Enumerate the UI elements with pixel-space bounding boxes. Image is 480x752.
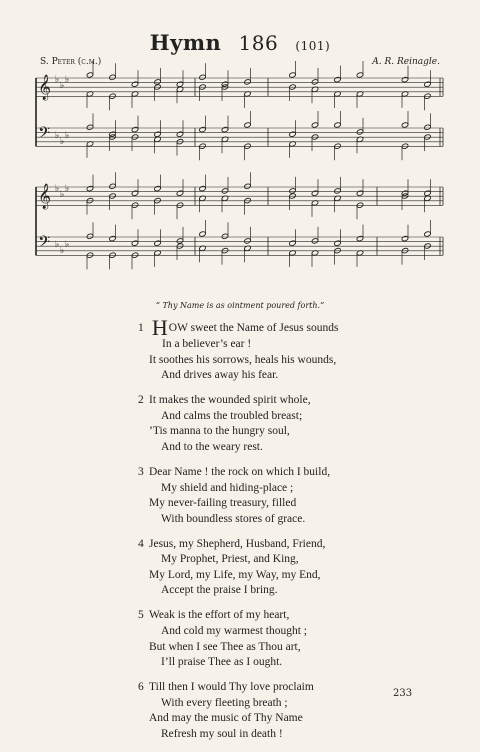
note-head (199, 74, 207, 80)
flat-icon: ♭ (65, 184, 70, 194)
flat-icon: ♭ (60, 137, 65, 147)
note-head (221, 126, 229, 132)
verse-line: My shield and hiding-place ; (161, 481, 294, 494)
hymn-alt-number: (101) (295, 39, 331, 53)
verse-number: 1 (138, 322, 144, 334)
note-head (401, 76, 409, 82)
note-head (86, 124, 94, 130)
note-head (356, 235, 364, 241)
bass-clef-icon: 𝄢 (38, 124, 51, 146)
note-head (109, 74, 117, 80)
verse-line: And drives away his fear. (161, 369, 279, 382)
verse-line: My Prophet, Priest, and King, (161, 553, 299, 566)
verse-line: And to the weary rest. (161, 440, 263, 453)
verse-line: With every fleeting breath ; (161, 696, 288, 709)
note-head (244, 183, 252, 189)
hymn-number: 186 (238, 31, 279, 55)
note-head (289, 188, 297, 194)
treble-staff-2 (36, 187, 443, 205)
epigraph: “ Thy Name is as ointment poured forth.” (155, 301, 325, 310)
note-head (199, 126, 207, 132)
note-head (131, 240, 139, 246)
note-head (131, 81, 139, 87)
drop-cap: H (151, 315, 168, 340)
verse-line: My Lord, my Life, my Way, my End, (149, 568, 321, 581)
note-head (424, 190, 432, 196)
note-head (86, 233, 94, 239)
note-head (401, 235, 409, 241)
note-head (109, 235, 117, 241)
note-head (86, 72, 94, 78)
treble-clef-icon: 𝄞 (38, 184, 52, 209)
bass-staff-1 (36, 128, 443, 146)
verse-line: With boundless stores of grace. (161, 512, 306, 525)
verse-line: Accept the praise I bring. (161, 584, 278, 597)
tune-name: S. Peter (c.m.) (40, 57, 102, 67)
note-head (424, 124, 432, 130)
flat-icon: ♭ (55, 131, 60, 141)
verse-line: But when I see Thee as Thou art, (149, 640, 301, 653)
note-head (221, 233, 229, 239)
verse-line: It makes the wounded spirit whole, (149, 394, 311, 407)
verse-line: Weak is the effort of my heart, (149, 609, 290, 622)
verse-line: OW sweet the Name of Jesus sounds (168, 322, 339, 334)
note-head (356, 129, 364, 135)
flat-icon: ♭ (55, 75, 60, 85)
note-head (334, 240, 342, 246)
note-head (401, 122, 409, 128)
note-head (244, 79, 252, 85)
flat-icon: ♭ (60, 81, 65, 91)
note-head (356, 72, 364, 78)
treble-clef-icon: 𝄞 (38, 75, 52, 100)
verse-line: And cold my warmest thought ; (161, 625, 307, 638)
note-head (154, 240, 162, 246)
note-head (221, 188, 229, 194)
flat-icon: ♭ (60, 246, 65, 256)
verse-line: Till then I would Thy love proclaim (149, 681, 314, 694)
verse-line: ’Tis manna to the hungry soul, (149, 425, 290, 438)
note-head (131, 126, 139, 132)
note-head (244, 238, 252, 244)
verse-line: Jesus, my Shepherd, Husband, Friend, (149, 537, 326, 550)
note-head (131, 190, 139, 196)
note-head (334, 122, 342, 128)
bass-staff-2 (36, 237, 443, 255)
verse-line: And calms the troubled breast; (161, 409, 303, 422)
note-head (154, 79, 162, 85)
flat-icon: ♭ (65, 131, 70, 141)
verse-number: 3 (138, 465, 144, 478)
verse-line: And may the music of Thy Name (149, 712, 303, 725)
note-head (176, 190, 184, 196)
verse-line: Dear Name ! the rock on which I build, (149, 465, 331, 478)
note-head (311, 238, 319, 244)
verse-4 (138, 537, 378, 599)
flat-icon: ♭ (65, 240, 70, 250)
verse-line: I’ll praise Thee as I ought. (161, 656, 283, 669)
flat-icon: ♭ (60, 190, 65, 200)
note-head (199, 231, 207, 237)
note-head (289, 131, 297, 137)
note-head (289, 72, 297, 78)
verse-number: 5 (138, 609, 144, 622)
note-head (244, 122, 252, 128)
note-head (311, 190, 319, 196)
note-head (176, 238, 184, 244)
note-head (199, 185, 207, 191)
flat-icon: ♭ (55, 240, 60, 250)
verses (138, 315, 378, 752)
flat-icon: ♭ (55, 184, 60, 194)
note-head (154, 131, 162, 137)
verse-line: My never-failing treasury, filled (149, 497, 297, 510)
note-head (289, 240, 297, 246)
verse-line: Refresh my soul in death ! (161, 728, 283, 741)
note-head (176, 131, 184, 137)
verse-1 (138, 315, 378, 384)
note-head (311, 122, 319, 128)
page-number: 233 (393, 688, 413, 699)
note-head (311, 79, 319, 85)
treble-staff-1 (36, 78, 443, 96)
note-head (176, 81, 184, 87)
verse-3 (138, 465, 378, 527)
verse-number: 6 (138, 681, 144, 694)
hymn-title-word: Hymn (149, 30, 222, 55)
note-head (334, 76, 342, 82)
note-head (109, 183, 117, 189)
note-head (424, 81, 432, 87)
note-head (334, 188, 342, 194)
note-head (424, 231, 432, 237)
bass-clef-icon: 𝄢 (38, 233, 51, 255)
music-score (0, 0, 480, 280)
verse-5 (138, 608, 378, 670)
verse-2 (138, 393, 378, 455)
composer-name: A. R. Reinagle. (372, 57, 440, 67)
note-head (86, 185, 94, 191)
note-head (154, 185, 162, 191)
note-head (356, 190, 364, 196)
verse-number: 2 (138, 394, 144, 407)
verse-number: 4 (138, 537, 144, 550)
verse-line: It soothes his sorrows, heals his wounds, (149, 353, 337, 366)
verse-line: In a believer’s ear ! (162, 338, 252, 350)
flat-icon: ♭ (65, 75, 70, 85)
verse-6 (138, 680, 378, 742)
